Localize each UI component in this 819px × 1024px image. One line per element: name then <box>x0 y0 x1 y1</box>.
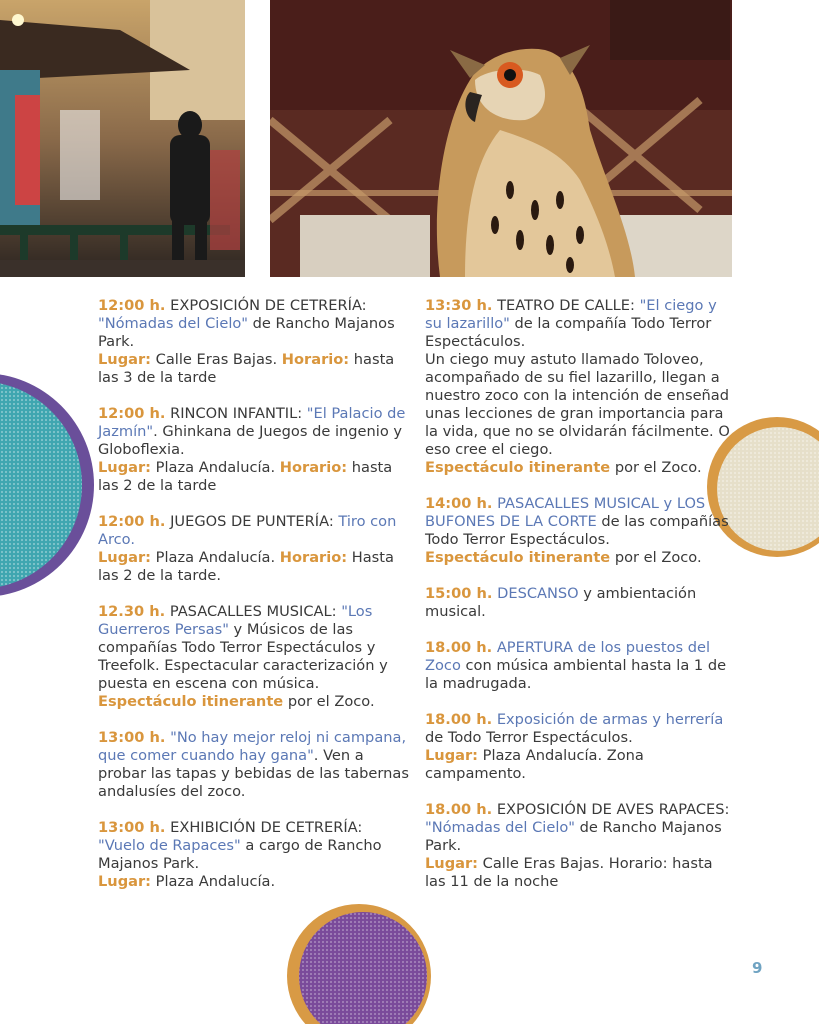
entry-time: 13:00 h. <box>98 819 166 836</box>
itinerant-value: por el Zoco. <box>283 693 375 710</box>
entry-text: con música ambiental hasta la 1 de la madrugada. <box>425 657 727 692</box>
entry-text: de Rancho Majanos Park. <box>425 819 722 854</box>
place-label: Lugar: <box>425 747 479 764</box>
entry-highlight: DESCANSO <box>492 585 579 602</box>
entry-description: Un ciego muy astuto llamado Toloveo, acompañado de su fiel lazarillo, llegan a nuestro zoco con la intención de enseñad unas lecciones de gran importancia para la vida, que no se olvidarán fácilmente. O eso cree el ciego. <box>425 351 730 458</box>
place-value: Plaza Andalucía. <box>151 459 280 476</box>
place-label: Lugar: <box>98 549 152 566</box>
entry-text: RINCON INFANTIL: <box>165 405 307 422</box>
place-label: Lugar: <box>98 459 152 476</box>
schedule-entry <box>98 819 410 891</box>
entry-text: EXHIBICIÓN DE CETRERÍA: <box>165 819 363 836</box>
entry-highlight: "Nómadas del Cielo" <box>425 819 576 836</box>
entry-highlight: APERTURA de los puestos del Zoco <box>425 639 711 674</box>
schedule-entry <box>98 405 410 495</box>
schedule-entry <box>98 603 410 711</box>
hours-value: hasta las 3 de la tarde <box>98 351 395 386</box>
itinerant-label: Espectáculo itinerante <box>98 693 284 710</box>
entry-time: 12:00 h. <box>98 513 166 530</box>
entry-time: 18.00 h. <box>425 711 493 728</box>
hours-label: Horario: <box>281 351 350 368</box>
schedule-entry <box>425 639 730 693</box>
entry-text: de Todo Terror Espectáculos. <box>425 729 633 746</box>
entry-time: 12:00 h. <box>98 297 166 314</box>
entry-highlight: "El ciego y su lazarillo" <box>425 297 717 332</box>
entry-time: 12:00 h. <box>98 405 166 422</box>
schedule-entry <box>425 711 730 783</box>
market-night-photo <box>0 0 245 277</box>
entry-time: 13:30 h. <box>425 297 493 314</box>
place-label: Lugar: <box>98 351 152 368</box>
place-label: Lugar: <box>425 855 479 872</box>
place-label: Lugar: <box>98 873 152 890</box>
itinerant-label: Espectáculo itinerante <box>425 459 611 476</box>
entry-time: 13:00 h. <box>98 729 166 746</box>
purple-circle-decoration <box>285 900 435 1024</box>
place-value: Calle Eras Bajas. <box>151 351 282 368</box>
schedule-entry <box>98 297 410 387</box>
entry-text: a cargo de Rancho Majanos Park. <box>98 837 382 872</box>
place-value: Plaza Andalucía. Zona campamento. <box>425 747 644 782</box>
entry-text: y ambientación musical. <box>425 585 697 620</box>
itinerant-value: por el Zoco. <box>610 459 702 476</box>
schedule-entry <box>425 297 730 477</box>
entry-highlight: "No hay mejor reloj ni campana, que comer cuando hay gana" <box>98 729 407 764</box>
entry-highlight: Exposición de armas y herrería <box>492 711 724 728</box>
entry-text: EXPOSICIÓN DE AVES RAPACES: <box>492 801 730 818</box>
entry-highlight: PASACALLES MUSICAL y LOS BUFONES DE LA CORTE <box>425 495 706 530</box>
entry-time: 15:00 h. <box>425 585 493 602</box>
entry-text: de Rancho Majanos Park. <box>98 315 395 350</box>
itinerant-label: Espectáculo itinerante <box>425 549 611 566</box>
entry-text: y Músicos de las compañías Todo Terror Espectáculos y Treefolk. Espectacular caracterización y puesta en escena con música. <box>98 621 388 692</box>
entry-highlight: "Nómadas del Cielo" <box>98 315 249 332</box>
entry-time: 14:00 h. <box>425 495 493 512</box>
place-value: Plaza Andalucía. <box>151 873 276 890</box>
entry-text: PASACALLES MUSICAL: <box>165 603 342 620</box>
hours-value: Hasta las 2 de la tarde. <box>98 549 394 584</box>
eagle-owl-photo <box>270 0 732 277</box>
place-value: Calle Eras Bajas. Horario: hasta las 11 de la noche <box>425 855 713 890</box>
entry-text: . Ghinkana de Juegos de ingenio y Globoflexia. <box>98 423 403 458</box>
hours-label: Horario: <box>279 549 348 566</box>
entry-time: 12.30 h. <box>98 603 166 620</box>
entry-text: de la compañía Todo Terror Espectáculos. <box>425 315 712 350</box>
hours-value: hasta las 2 de la tarde <box>98 459 393 494</box>
entry-text: JUEGOS DE PUNTERÍA: <box>165 513 339 530</box>
hours-label: Horario: <box>279 459 348 476</box>
entry-highlight: "El Palacio de Jazmín" <box>98 405 406 440</box>
schedule-entry <box>98 729 410 801</box>
left-column <box>98 297 410 909</box>
page-number: 9 <box>752 959 763 977</box>
schedule-entry <box>425 585 730 621</box>
schedule-entry <box>425 495 730 567</box>
schedule-entry <box>425 801 730 891</box>
entry-highlight: Tiro con Arco. <box>98 513 397 548</box>
schedule-entry <box>98 513 410 585</box>
entry-text: de las compañías Todo Terror Espectáculos. <box>425 513 729 548</box>
entry-text: . Ven a probar las tapas y bebidas de las tabernas andalusíes del zoco. <box>98 747 409 800</box>
entry-text: TEATRO DE CALLE: <box>492 297 640 314</box>
entry-time: 18.00 h. <box>425 801 493 818</box>
itinerant-value: por el Zoco. <box>610 549 702 566</box>
entry-time: 18.00 h. <box>425 639 493 656</box>
right-column <box>425 297 730 909</box>
place-value: Plaza Andalucía. <box>151 549 280 566</box>
entry-highlight: "Vuelo de Rapaces" <box>98 837 241 854</box>
entry-highlight: "Los Guerreros Persas" <box>98 603 373 638</box>
teal-purple-circle-decoration <box>0 370 100 600</box>
entry-text: EXPOSICIÓN DE CETRERÍA: <box>165 297 367 314</box>
